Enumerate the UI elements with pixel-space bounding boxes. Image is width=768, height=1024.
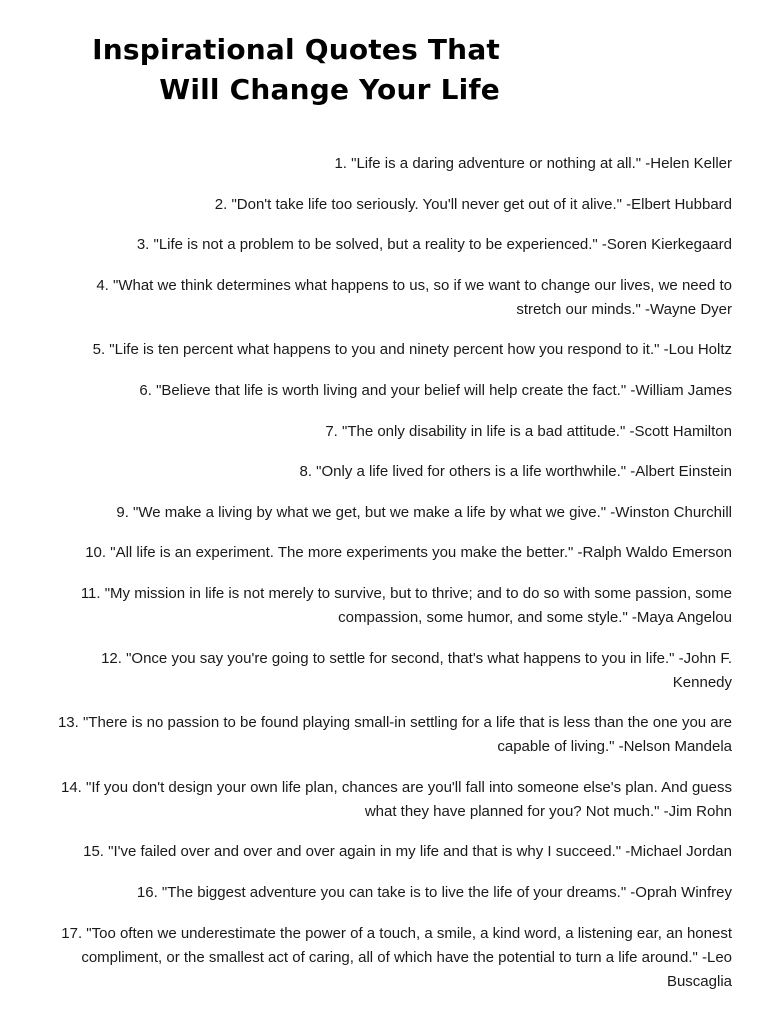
- quote-item: 11. "My mission in life is not merely to survive, but to thrive; and to do so with some passion, some compassion, some humor, and some style." -Maya Angelou: [80, 584, 732, 626]
- quote-item: 4. "What we think determines what happens to us, so if we want to change our lives, we need to stretch our minds." -Wayne Dyer: [96, 276, 732, 318]
- quote-item: 6. "Believe that life is worth living and your belief will help create the fact." -William James: [139, 381, 732, 399]
- quote-item: 15. "I've failed over and over and over again in my life and that is why I succeed." -Michael Jordan: [83, 843, 732, 861]
- quote-item: 16. "The biggest adventure you can take is to live the life of your dreams." -Oprah Winfrey: [136, 883, 732, 901]
- quote-item: 3. "Life is not a problem to be solved, but a reality to be experienced." -Soren Kierkegaard: [136, 236, 732, 254]
- quote-item: 14. "If you don't design your own life plan, chances are you'll fall into someone else's plan. And guess what they have planned for you? Not much." -Jim Rohn: [61, 778, 732, 820]
- quote-item: 7. "The only disability in life is a bad attitude." -Scott Hamilton: [325, 422, 732, 440]
- quote-item: 2. "Don't take life too seriously. You'll never get out of it alive." -Elbert Hubbard: [214, 195, 732, 213]
- quote-item: 5. "Life is ten percent what happens to you and ninety percent how you respond to it." -Lou Holtz: [92, 341, 732, 359]
- quote-item: 9. "We make a living by what we get, but we make a life by what we give." -Winston Churchill: [116, 503, 732, 521]
- title-line-2: Will Change Your Life: [159, 73, 500, 106]
- quote-item: 13. "There is no passion to be found playing small-in settling for a life that is less than the one you are capable of living." -Nelson Mandela: [57, 714, 732, 756]
- quote-item: 12. "Once you say you're going to settle for second, that's what happens to you in life." -John F. Kennedy: [101, 649, 732, 691]
- page-title: [40, 30, 500, 110]
- quote-list: [50, 152, 732, 1010]
- quote-item: 8. "Only a life lived for others is a life worthwhile." -Albert Einstein: [299, 463, 732, 481]
- title-line-1: Inspirational Quotes That: [92, 33, 500, 66]
- quote-item: 17. "Too often we underestimate the power of a touch, a smile, a kind word, a listening ear, an honest compliment, or the smallest act of caring, all of which have the potential to turn a life around." -Leo Buscaglia: [61, 924, 732, 990]
- quote-item: 1. "Life is a daring adventure or nothing at all." -Helen Keller: [334, 155, 732, 172]
- quote-item: 10. "All life is an experiment. The more experiments you make the better." -Ralph Waldo Emerson: [85, 544, 732, 562]
